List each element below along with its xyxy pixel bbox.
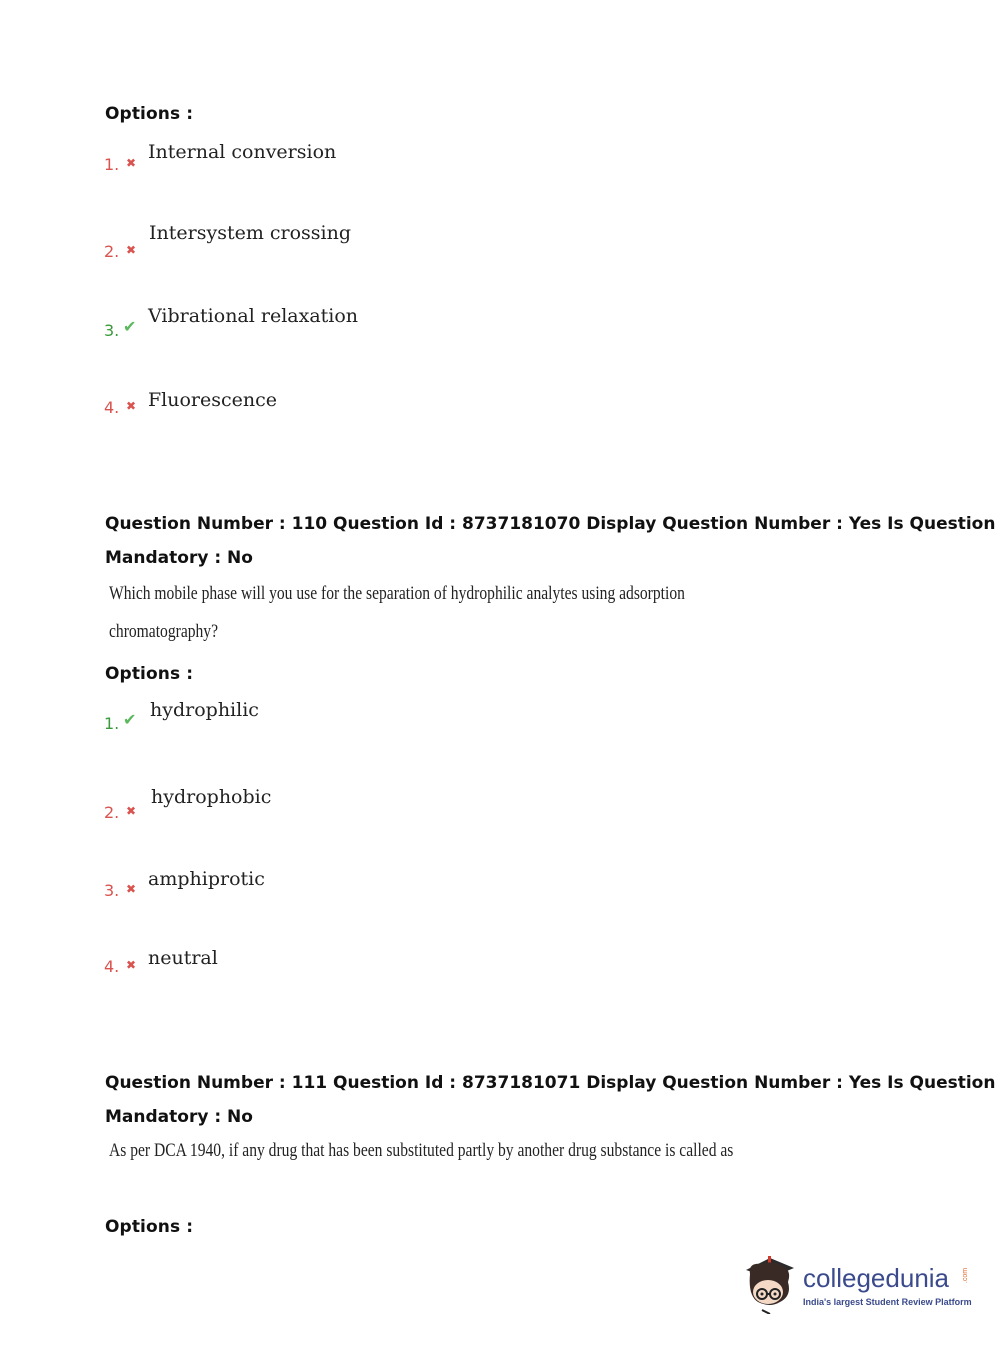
- option-number: 2.: [104, 242, 120, 261]
- option-number: 3.: [104, 321, 120, 340]
- check-mark-icon: ✔: [123, 317, 137, 336]
- option-text: Intersystem crossing: [149, 222, 352, 244]
- option-text: hydrophobic: [151, 786, 272, 808]
- question-text: chromatography?: [109, 621, 219, 642]
- check-mark-icon: ✔: [123, 710, 137, 729]
- wrong-mark-icon: ✖: [126, 958, 137, 972]
- mascot-logo-icon: [742, 1252, 800, 1314]
- option-number: 2.: [104, 803, 120, 822]
- option-text: amphiprotic: [148, 868, 265, 890]
- option-number: 3.: [104, 881, 120, 900]
- brand-tagline: India's largest Student Review Platform: [803, 1297, 972, 1307]
- wrong-mark-icon: ✖: [126, 804, 137, 818]
- question-meta: Question Number : 111 Question Id : 8737181071 Display Question Number : Yes Is Question: [105, 1073, 996, 1093]
- question-meta: Question Number : 110 Question Id : 8737181070 Display Question Number : Yes Is Question: [105, 514, 996, 534]
- brand-name: collegedunia: [803, 1263, 950, 1293]
- question-text: Which mobile phase will you use for the separation of hydrophilic analytes using adsorption: [109, 583, 685, 604]
- wrong-mark-icon: ✖: [126, 882, 137, 896]
- option-number: 4.: [104, 957, 120, 976]
- wrong-mark-icon: ✖: [126, 156, 137, 170]
- option-number: 4.: [104, 398, 120, 417]
- option-text: Internal conversion: [148, 141, 337, 163]
- question-mandatory: Mandatory : No: [105, 1107, 253, 1127]
- wrong-mark-icon: ✖: [126, 243, 137, 257]
- option-text: hydrophilic: [150, 699, 259, 721]
- option-number: 1.: [104, 155, 120, 174]
- option-number: 1.: [104, 714, 120, 733]
- question-mandatory: Mandatory : No: [105, 548, 253, 568]
- options-label: Options :: [105, 104, 194, 124]
- option-text: neutral: [148, 947, 218, 969]
- wrong-mark-icon: ✖: [126, 399, 137, 413]
- options-label: Options :: [105, 664, 194, 684]
- options-label: Options :: [105, 1217, 194, 1237]
- question-text: As per DCA 1940, if any drug that has been substituted partly by another drug substance is called as: [109, 1140, 734, 1161]
- brand-suffix: .com: [962, 1267, 970, 1284]
- option-text: Fluorescence: [148, 389, 278, 411]
- option-text: Vibrational relaxation: [148, 305, 359, 327]
